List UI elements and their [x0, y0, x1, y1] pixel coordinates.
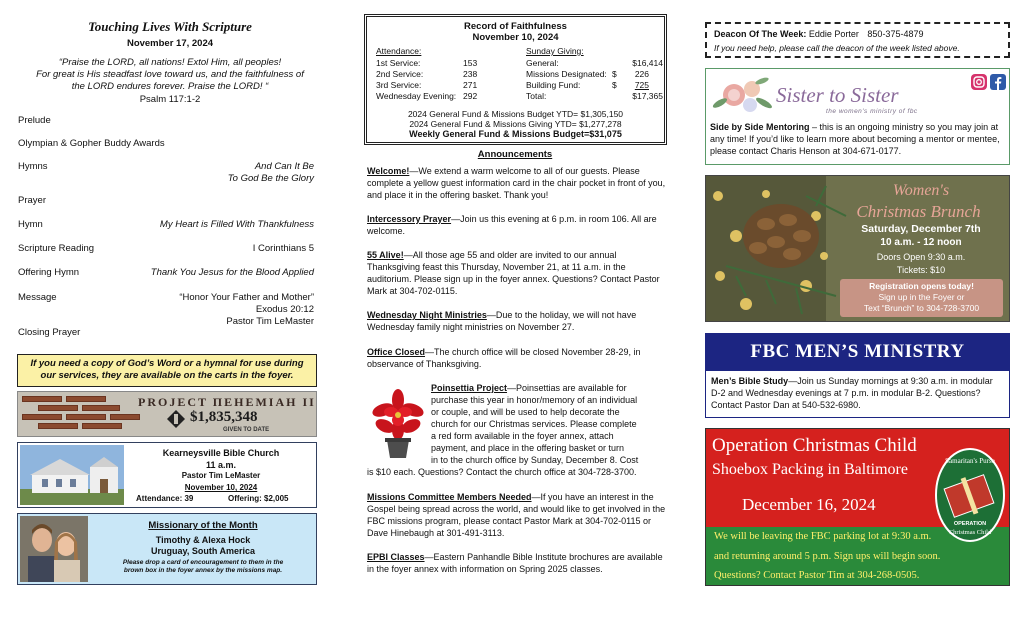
bible-availability-notice	[17, 354, 317, 387]
attendance-value: 153	[463, 58, 478, 68]
church-name: Kearneysville Bible Church	[162, 448, 280, 458]
brick	[110, 414, 140, 420]
announcement-text: in to the church office by Sunday, December 8. Cost	[431, 455, 639, 465]
nehemiah-title: PROJECT ΠΕΗΕΜΙΑΗ II	[138, 395, 316, 409]
bulletin-date: November 17, 2024	[126, 38, 214, 49]
mentoring-description	[710, 121, 1007, 157]
occ-line: Questions? Contact Pastor Tim at 304-268-0505.	[714, 570, 920, 581]
announcement-text: or couple, and will be used to help decorate the	[431, 407, 620, 417]
brunch-doors: Doors Open 9:30 a.m.	[876, 252, 966, 262]
giving-value: 725	[634, 80, 649, 90]
missionary-note: brown box in the foyer annex by the missions map.	[123, 567, 283, 574]
kearneysville-church-card	[17, 442, 317, 508]
registration-line: Registration opens today!	[869, 281, 974, 291]
mentoring-title: Side by Side Mentoring	[710, 122, 810, 132]
verse-reference: Psalm 117:1-2	[139, 94, 201, 105]
giving-label: General:	[526, 58, 559, 68]
record-date: November 10, 2024	[472, 32, 559, 43]
giving-row	[526, 80, 661, 90]
order-label: Hymns	[18, 161, 48, 172]
weekly-budget: Weekly General Fund & Missions Budget=$31,075	[409, 129, 622, 139]
hymn-title: And Can It Be	[254, 161, 314, 172]
occ-line: and returning around 5 p.m. Sign ups will begin soon.	[714, 551, 941, 562]
attendance-value: 292	[463, 91, 478, 101]
message-title: “Honor Your Father and Mother”	[179, 292, 314, 303]
giving-label: Total:	[526, 91, 547, 101]
announcement-title: Missions Committee Members Needed	[367, 492, 532, 502]
brunch-registration	[840, 279, 1003, 317]
message-reference: Exodus 20:12	[255, 304, 314, 315]
attendance-row	[376, 80, 486, 90]
announcement-55-alive	[367, 249, 667, 297]
church-service-time: 11 a.m.	[205, 460, 237, 470]
deacon-phone: 850-375-4879	[867, 29, 924, 39]
brick	[66, 414, 106, 420]
nehemiah-subtitle: GIVEN TO DATE	[223, 427, 270, 433]
announcement-wednesday	[367, 309, 667, 333]
order-label: Prayer	[18, 195, 46, 206]
missionary-names: Timothy & Alexa Hock	[155, 535, 251, 545]
announcement-text: —The church office will be closed November 28-29, in observance of Thanksgiving.	[367, 347, 641, 369]
brunch-tickets: Tickets: $10	[896, 265, 946, 275]
notice-line: If you need a copy of God’s Word or a hymnal for use during	[30, 358, 304, 369]
order-label: Message	[18, 292, 57, 303]
giving-ytd: 2024 General Fund & Missions Giving YTD= $1,277,278	[409, 119, 622, 129]
attendance-label: 1st Service:	[376, 58, 421, 68]
bible-study-title: Men’s Bible Study	[711, 376, 789, 386]
order-label: Prelude	[18, 115, 51, 126]
notice-line: our services, they are available on the carts in the foyer.	[40, 370, 294, 381]
announcement-title: EPBI Classes	[367, 552, 425, 562]
order-hymns	[18, 161, 314, 187]
announcement-title: Intercessory Prayer	[367, 214, 452, 224]
hymn-title: To God Be the Glory	[227, 173, 314, 184]
instagram-icon[interactable]	[971, 74, 987, 90]
order-label: Hymn	[18, 219, 43, 230]
mens-bible-study	[705, 371, 1010, 418]
attendance-value: 238	[463, 69, 478, 79]
attendance-row	[376, 58, 486, 68]
announcement-office-closed	[367, 346, 667, 370]
announcement-text: payment, and place in the offering basket or turn	[431, 443, 624, 453]
facebook-icon[interactable]	[990, 74, 1006, 90]
sister-to-sister-logo: Sister to Sister	[776, 83, 899, 107]
announcement-welcome	[367, 165, 667, 201]
mentoring-text: – this is an ongoing ministry so you may join at any time! If you’d like to learn more about becoming a mentor or mentee, please contact Charis Henson at 304-671-0177.	[710, 122, 1000, 156]
brick	[82, 423, 122, 429]
announcement-text: —If you have an interest in the Gospel being spread across the world, and would like to get involved in the FBC missions program, please contact Pastor Mark at 304-702-0115 or Dave Hinebaugh at 301-491-3113.	[367, 492, 666, 538]
announcement-text: church for our Christmas services. Please complete	[431, 419, 637, 429]
deacon-note: If you need help, please call the deacon of the week listed above.	[714, 43, 960, 53]
samaritans-purse-badge-icon	[934, 447, 1006, 545]
church-attendance: Attendance: 39	[136, 494, 194, 503]
occ-date: December 16, 2024	[742, 495, 876, 514]
announcement-text: purchase this year in honor/memory of an individual	[431, 395, 638, 405]
badge-mid-text: OPERATION	[953, 521, 987, 527]
occ-title: Operation Christmas Child	[712, 435, 917, 456]
brunch-time: 10 a.m. - 12 noon	[880, 237, 962, 248]
announcement-title: Welcome!	[367, 166, 410, 176]
scripture-reference: I Corinthians 5	[252, 243, 314, 254]
registration-line: Sign up in the Foyer or	[878, 292, 965, 302]
announcement-poinsettia	[431, 382, 667, 466]
scripture-verse	[20, 57, 320, 93]
order-label: Scripture Reading	[18, 243, 95, 254]
attendance-label: Wednesday Evening:	[376, 91, 457, 101]
order-message	[18, 292, 314, 328]
bible-study-text: —Join us Sunday mornings at 9:30 a.m. in modular D-2 and Wednesday evenings at 7 p.m. in modular B-2. Questions? Contact Pastor Dan at 540-532-6980.	[711, 376, 993, 410]
announcement-epbi	[367, 551, 667, 575]
announcement-text: a red form available in the foyer annex, attach	[431, 431, 614, 441]
giving-label: Building Fund:	[526, 80, 581, 90]
attendance-value: 271	[463, 80, 478, 90]
bulletin-title: Touching Lives With Scripture	[88, 19, 252, 34]
registration-line: Text “Brunch” to 304-728-3700	[863, 303, 980, 313]
poinsettia-image	[369, 388, 427, 460]
hymn-title: Thank You Jesus for the Blood Applied	[150, 267, 314, 278]
road-sign-icon	[166, 409, 186, 429]
verse-line: the LORD endures forever. Praise the LORD! “	[71, 81, 269, 92]
record-title	[367, 21, 664, 43]
announcement-text: —Join us this evening at 6 p.m. in room 106. All are welcome.	[367, 214, 657, 236]
flower-decoration-icon	[712, 73, 776, 117]
badge-top-text: Samaritan's Purse	[945, 457, 995, 465]
church-report-date: November 10, 2024	[184, 483, 258, 492]
brick	[38, 423, 78, 429]
attendance-row	[376, 69, 486, 79]
missionary-photo	[20, 516, 88, 582]
attendance-heading: Attendance:	[376, 46, 422, 56]
announcement-text: —All those age 55 and older are invited to our annual Thanksgiving feast this Thursday, November 21, at 11 a.m. in the auditorium. Please sign up in the foyer annex. Questions? Contact Pastor Mark at 304-702-0115.	[367, 250, 660, 296]
church-pastor: Pastor Tim LeMaster	[181, 471, 261, 480]
order-label: Olympian & Gopher Buddy Awards	[18, 138, 165, 149]
sister-to-sister-tagline: the women's ministry of fbc	[826, 108, 918, 115]
giving-currency: $	[612, 69, 617, 79]
brunch-title-line-2: Christmas Brunch	[856, 202, 981, 221]
brick	[66, 396, 106, 402]
missionary-note: Please drop a card of encouragement to them in the	[122, 559, 284, 566]
announcement-text: —Eastern Panhandle Bible Institute brochures are available in the foyer annex with information on Spring 2025 classes.	[367, 552, 663, 574]
verse-line: “Praise the LORD, all nations! Extol Him, all peoples!	[58, 57, 282, 68]
announcement-text: —We extend a warm welcome to all of our guests. Please complete a yellow guest information card in the chair pocket in front of you, and place it in the offering basket. Thank you!	[367, 166, 666, 200]
missionary-heading: Missionary of the Month	[148, 520, 258, 531]
announcement-missions	[367, 491, 667, 539]
giving-row	[526, 69, 661, 79]
giving-heading: Sunday Giving:	[526, 46, 584, 56]
brunch-date: Saturday, December 7th	[861, 223, 981, 235]
brunch-title-line-1: Women's	[892, 182, 950, 199]
announcement-title: Wednesday Night Ministries	[367, 310, 487, 320]
giving-currency: $	[612, 80, 617, 90]
sister-to-sister-card	[705, 68, 1010, 165]
church-offering: Offering: $2,005	[228, 494, 289, 503]
deacon-name: Eddie Porter	[808, 29, 859, 39]
project-nehemiah-banner	[17, 391, 317, 437]
order-label: Offering Hymn	[18, 267, 80, 278]
brick	[82, 405, 120, 411]
giving-label: Missions Designated:	[526, 69, 607, 79]
missionary-location: Uruguay, South America	[150, 546, 256, 556]
brick	[38, 405, 78, 411]
giving-value: 226	[634, 69, 649, 79]
brick	[22, 414, 62, 420]
giving-value: $17,365	[632, 91, 663, 101]
verse-line: For great is His steadfast love toward us, and the faithfulness of	[36, 69, 304, 80]
deacon-label: Deacon Of The Week:	[714, 29, 807, 39]
record-title-text: Record of Faithfulness	[464, 21, 567, 32]
occ-subtitle: Shoebox Packing in Baltimore	[712, 461, 908, 478]
attendance-row	[376, 91, 486, 101]
badge-bottom-text: Christmas Child	[948, 529, 992, 536]
missionary-of-month-card	[17, 513, 317, 585]
record-of-faithfulness	[364, 14, 667, 145]
attendance-label: 3rd Service:	[376, 80, 422, 90]
deacon-of-week-box	[705, 22, 1010, 58]
occ-line: We will be leaving the FBC parking lot at 9:30 a.m.	[714, 531, 932, 542]
mens-ministry-banner: FBC MEN’S MINISTRY	[705, 333, 1010, 371]
announcement-text: —Due to the holiday, we will not have Wednesday family night ministries on November 27.	[367, 310, 637, 332]
nehemiah-amount: $1,835,348	[190, 409, 258, 425]
poinsettia-last-line: is $10 each. Questions? Contact the church office at 304-728-3700.	[367, 467, 637, 477]
budget-ytd: 2024 General Fund & Missions Budget YTD= $1,305,150	[407, 109, 624, 119]
message-pastor: Pastor Tim LeMaster	[226, 316, 314, 327]
church-building-image	[20, 445, 124, 505]
operation-christmas-child-flyer	[705, 428, 1010, 586]
order-label: Closing Prayer	[18, 327, 81, 338]
announcement-title: 55 Alive!	[367, 250, 404, 260]
announcement-text: —Poinsettias are available for	[507, 383, 627, 393]
giving-row	[526, 91, 661, 101]
christmas-brunch-flyer	[705, 175, 1010, 322]
giving-value: $16,414	[632, 58, 663, 68]
attendance-label: 2nd Service:	[376, 69, 424, 79]
hymn-title: My Heart is Filled With Thankfulness	[159, 219, 314, 230]
announcement-title: Office Closed	[367, 347, 426, 357]
giving-row	[526, 58, 661, 68]
announcement-prayer	[367, 213, 667, 237]
announcement-title: Poinsettia Project	[431, 383, 508, 393]
brick	[22, 396, 62, 402]
announcements-heading: Announcements	[477, 149, 553, 160]
